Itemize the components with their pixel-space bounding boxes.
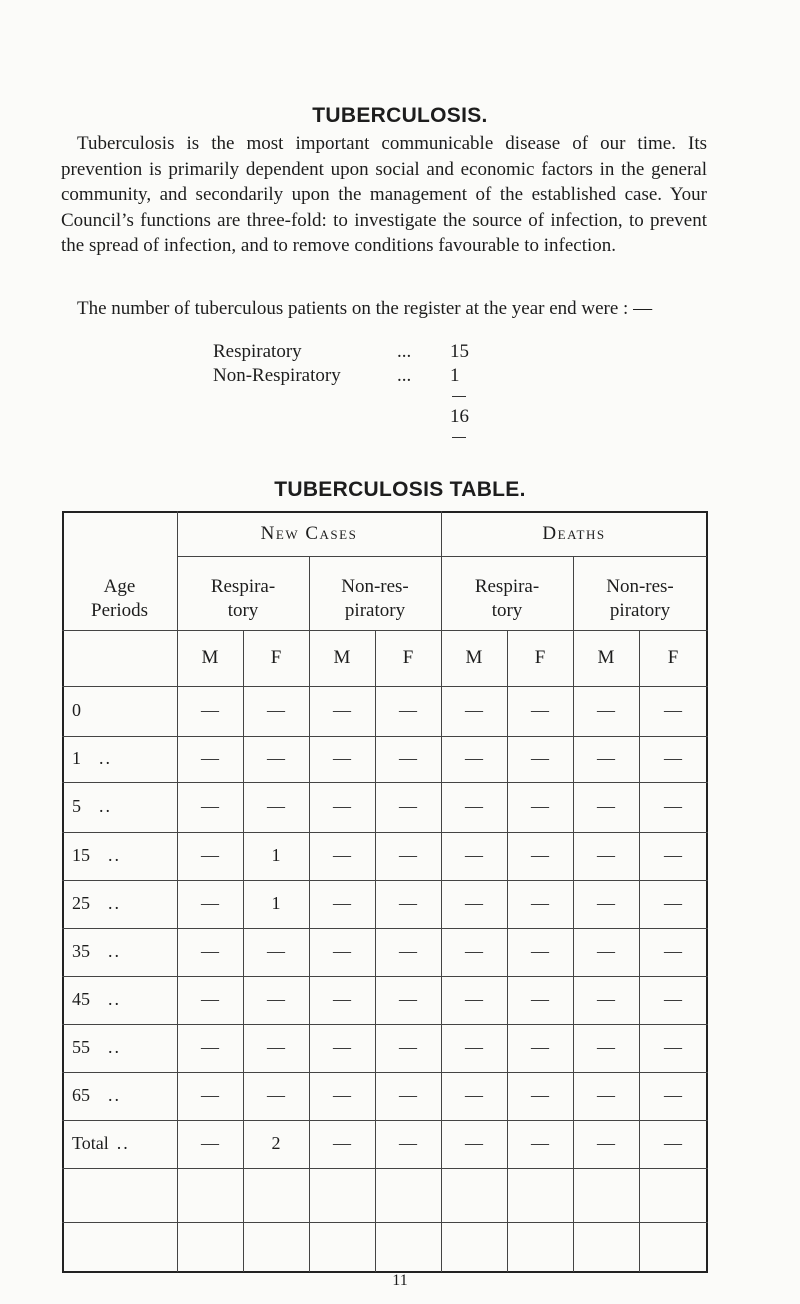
age-label-text: 35 bbox=[72, 941, 90, 961]
sex-header: F bbox=[402, 647, 414, 668]
sum-rule-bottom bbox=[452, 437, 466, 438]
row-divider bbox=[62, 1120, 708, 1121]
table-cell: — bbox=[597, 796, 615, 816]
table-cell: — bbox=[399, 1085, 417, 1105]
table-cell: — bbox=[201, 1037, 219, 1057]
table-cell: — bbox=[201, 796, 219, 816]
table-cell: — bbox=[531, 1085, 549, 1105]
table-cell: — bbox=[333, 700, 351, 720]
register-paragraph-text: The number of tuberculous patients on the register at the year end were : — bbox=[77, 298, 653, 319]
sex-header: F bbox=[534, 647, 546, 668]
table-cell: — bbox=[597, 989, 615, 1009]
table-cell: — bbox=[333, 796, 351, 816]
table-cell: — bbox=[333, 941, 351, 961]
table-cell: — bbox=[267, 1085, 285, 1105]
table-cell: — bbox=[465, 1037, 483, 1057]
age-label bbox=[72, 1037, 121, 1058]
total-cell: — bbox=[201, 1133, 219, 1153]
register-label-non-respiratory: Non-Respiratory bbox=[213, 365, 341, 386]
age-label-text: 25 bbox=[72, 893, 90, 913]
table-cell: — bbox=[201, 941, 219, 961]
total-label bbox=[72, 1133, 130, 1154]
age-dots: .. bbox=[108, 845, 121, 865]
row-divider bbox=[62, 1222, 708, 1223]
sex-header: M bbox=[201, 647, 219, 668]
table-cell: 1 bbox=[271, 845, 281, 865]
table-cell: — bbox=[531, 748, 549, 768]
table-cell: — bbox=[333, 1085, 351, 1105]
table-cell: — bbox=[664, 845, 682, 865]
table-cell: — bbox=[531, 893, 549, 913]
table-cell: — bbox=[399, 796, 417, 816]
table-cell: — bbox=[399, 1037, 417, 1057]
row-divider bbox=[62, 1072, 708, 1073]
table-cell: — bbox=[201, 1085, 219, 1105]
age-label bbox=[72, 845, 121, 866]
register-paragraph bbox=[61, 296, 707, 322]
table-cell: — bbox=[267, 796, 285, 816]
total-cell: — bbox=[465, 1133, 483, 1153]
intro-paragraph-text: Tuberculosis is the most important communicable disease of our time. Its prevention is primarily dependent upon social and economic factors in the general community, and secondarily upon the management of the established case. Your Council’s functions are three-fold: to investigate the source of infection, to prevent the spread of infection, and to remove conditions favourable to infection. bbox=[61, 133, 707, 256]
table-cell: — bbox=[201, 893, 219, 913]
table-cell: — bbox=[664, 1085, 682, 1105]
register-label-respiratory: Respiratory bbox=[213, 341, 302, 362]
table-cell: — bbox=[531, 796, 549, 816]
age-label bbox=[72, 748, 112, 769]
register-total: 16 bbox=[450, 406, 469, 427]
table-cell: — bbox=[531, 989, 549, 1009]
age-label-text: 45 bbox=[72, 989, 90, 1009]
age-dots: .. bbox=[108, 941, 121, 961]
row-divider bbox=[62, 1024, 708, 1025]
table-cell: — bbox=[399, 845, 417, 865]
table-cell: — bbox=[664, 941, 682, 961]
table-cell: 1 bbox=[271, 893, 281, 913]
table-cell: — bbox=[333, 845, 351, 865]
age-label-text: 0 bbox=[72, 700, 81, 720]
table-cell: — bbox=[465, 796, 483, 816]
table-cell: — bbox=[465, 989, 483, 1009]
table-border-right bbox=[706, 511, 708, 1272]
subheader-new-resp-2: tory bbox=[227, 600, 259, 621]
table-cell: — bbox=[399, 893, 417, 913]
table-cell: — bbox=[597, 1085, 615, 1105]
table-cell: — bbox=[465, 893, 483, 913]
row-divider bbox=[62, 686, 708, 687]
header-deaths: Deaths bbox=[542, 523, 606, 544]
row-divider bbox=[62, 782, 708, 783]
subheader-new-nonresp-2: piratory bbox=[344, 600, 406, 621]
table-cell: — bbox=[333, 1037, 351, 1057]
intro-paragraph bbox=[61, 131, 707, 259]
total-cell: — bbox=[399, 1133, 417, 1153]
table-cell: — bbox=[201, 845, 219, 865]
subheader-new-resp-1: Respira- bbox=[210, 576, 276, 597]
row-divider bbox=[62, 976, 708, 977]
table-cell: — bbox=[333, 893, 351, 913]
age-label bbox=[72, 989, 121, 1010]
age-dots: .. bbox=[99, 748, 112, 768]
sex-header: M bbox=[333, 647, 351, 668]
total-cell: — bbox=[664, 1133, 682, 1153]
table-cell: — bbox=[597, 893, 615, 913]
age-label bbox=[72, 796, 112, 817]
col-divider bbox=[441, 511, 442, 1272]
row-divider bbox=[177, 556, 707, 557]
table-cell: — bbox=[399, 941, 417, 961]
register-dots: ... bbox=[397, 365, 412, 386]
table-title: TUBERCULOSIS TABLE. bbox=[274, 478, 526, 501]
subheader-deaths-nonresp-1: Non-res- bbox=[606, 576, 674, 597]
table-cell: — bbox=[333, 748, 351, 768]
subheader-deaths-resp-1: Respira- bbox=[474, 576, 540, 597]
total-cell: — bbox=[333, 1133, 351, 1153]
total-cell: — bbox=[597, 1133, 615, 1153]
col-divider bbox=[177, 511, 178, 1272]
register-dots: ... bbox=[397, 341, 412, 362]
subheader-deaths-resp-2: tory bbox=[491, 600, 523, 621]
table-cell: — bbox=[531, 700, 549, 720]
table-cell: — bbox=[664, 1037, 682, 1057]
row-divider bbox=[62, 630, 708, 631]
table-border-top bbox=[62, 511, 708, 513]
header-periods: Periods bbox=[91, 600, 148, 621]
age-dots: .. bbox=[108, 893, 121, 913]
subheader-new-nonresp-1: Non-res- bbox=[341, 576, 409, 597]
table-cell: — bbox=[465, 748, 483, 768]
sex-header: F bbox=[270, 647, 282, 668]
table-cell: — bbox=[267, 941, 285, 961]
subheader-deaths-nonresp-2: piratory bbox=[609, 600, 671, 621]
age-dots: .. bbox=[108, 989, 121, 1009]
table-cell: — bbox=[201, 989, 219, 1009]
table-cell: — bbox=[399, 700, 417, 720]
table-cell: — bbox=[465, 1085, 483, 1105]
row-divider bbox=[62, 736, 708, 737]
header-age: Age bbox=[103, 576, 136, 597]
table-cell: — bbox=[597, 845, 615, 865]
age-label bbox=[72, 1085, 121, 1106]
age-dots: .. bbox=[116, 1133, 130, 1153]
table-cell: — bbox=[597, 748, 615, 768]
age-label bbox=[72, 941, 121, 962]
table-cell: — bbox=[531, 941, 549, 961]
table-cell: — bbox=[664, 700, 682, 720]
age-label-text: 15 bbox=[72, 845, 90, 865]
register-value-respiratory: 15 bbox=[450, 341, 469, 362]
table-cell: — bbox=[399, 748, 417, 768]
table-cell: — bbox=[465, 941, 483, 961]
sum-rule-top bbox=[452, 396, 466, 397]
age-label-text: 1 bbox=[72, 748, 81, 768]
table-cell: — bbox=[465, 700, 483, 720]
table-cell: — bbox=[201, 700, 219, 720]
table-cell: — bbox=[531, 1037, 549, 1057]
table-cell: — bbox=[267, 1037, 285, 1057]
table-cell: — bbox=[201, 748, 219, 768]
age-label-text: 5 bbox=[72, 796, 81, 816]
age-dots: .. bbox=[99, 796, 112, 816]
sex-header: F bbox=[667, 647, 679, 668]
sex-header: M bbox=[597, 647, 615, 668]
page-number: 11 bbox=[392, 1272, 408, 1289]
table-cell: — bbox=[597, 1037, 615, 1057]
total-cell: — bbox=[531, 1133, 549, 1153]
total-cell: 2 bbox=[271, 1133, 281, 1153]
table-cell: — bbox=[664, 748, 682, 768]
row-divider bbox=[62, 832, 708, 833]
age-label bbox=[72, 893, 121, 914]
header-new-cases: New Cases bbox=[260, 523, 358, 544]
total-label-text: Total bbox=[72, 1133, 109, 1153]
age-dots: .. bbox=[108, 1085, 121, 1105]
age-label-text: 55 bbox=[72, 1037, 90, 1057]
page-heading: TUBERCULOSIS. bbox=[312, 104, 488, 127]
table-cell: — bbox=[664, 796, 682, 816]
age-label-text: 65 bbox=[72, 1085, 90, 1105]
table-cell: — bbox=[465, 845, 483, 865]
table-cell: — bbox=[267, 989, 285, 1009]
table-cell: — bbox=[267, 700, 285, 720]
table-cell: — bbox=[333, 989, 351, 1009]
row-divider bbox=[62, 1168, 708, 1169]
age-label bbox=[72, 700, 99, 721]
table-cell: — bbox=[597, 700, 615, 720]
register-value-non-respiratory: 1 bbox=[450, 365, 460, 386]
row-divider bbox=[62, 928, 708, 929]
table-cell: — bbox=[664, 893, 682, 913]
table-cell: — bbox=[399, 989, 417, 1009]
sex-header: M bbox=[465, 647, 483, 668]
table-cell: — bbox=[267, 748, 285, 768]
table-border-left bbox=[62, 511, 64, 1272]
table-cell: — bbox=[531, 845, 549, 865]
table-cell: — bbox=[664, 989, 682, 1009]
age-dots: .. bbox=[108, 1037, 121, 1057]
table-cell: — bbox=[597, 941, 615, 961]
row-divider bbox=[62, 880, 708, 881]
